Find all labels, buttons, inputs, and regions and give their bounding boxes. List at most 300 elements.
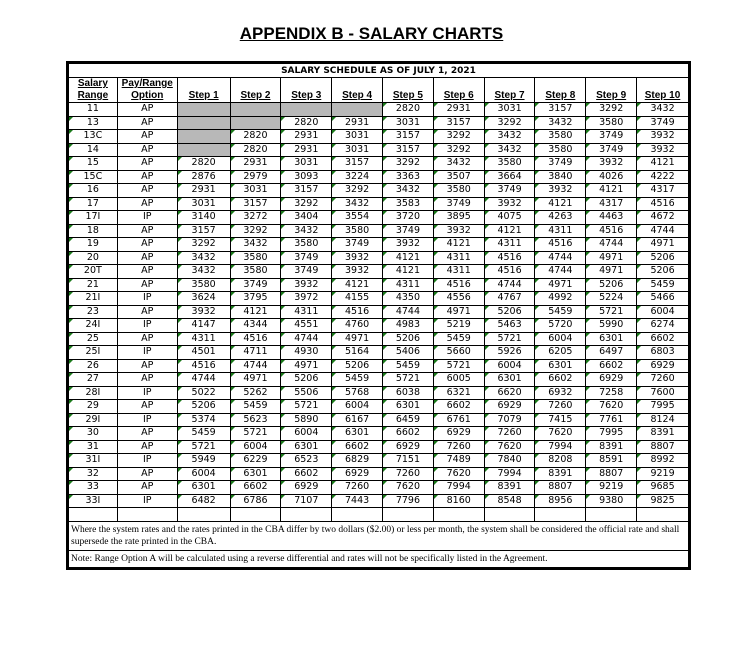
- step-4-cell: 3031: [332, 143, 383, 157]
- step-3-cell: 2931: [281, 130, 332, 144]
- step-4-cell: 3031: [332, 130, 383, 144]
- step-8-cell: 6602: [535, 373, 586, 387]
- step-6-cell: 4311: [433, 251, 484, 265]
- table-row: [69, 373, 689, 387]
- header-step-2: Step 2: [230, 78, 281, 103]
- step-6-cell: 3432: [433, 157, 484, 171]
- pay-range-option-cell: IP: [117, 454, 177, 468]
- step-5-cell: 3157: [383, 143, 434, 157]
- step-4-cell: 2931: [332, 116, 383, 130]
- step-6-cell: 3580: [433, 184, 484, 198]
- table-row: [69, 332, 689, 346]
- step-3-cell: 5206: [281, 373, 332, 387]
- step-8-cell: 3749: [535, 157, 586, 171]
- step-1-cell: 4501: [177, 346, 230, 360]
- header-pay-range-option: [117, 78, 177, 103]
- step-4-cell: 6004: [332, 400, 383, 414]
- step-4-cell: 4516: [332, 305, 383, 319]
- step-10-cell: 4317: [637, 184, 689, 198]
- step-5-cell: 5406: [383, 346, 434, 360]
- pay-range-option-cell: AP: [117, 359, 177, 373]
- step-4-cell: 3932: [332, 251, 383, 265]
- step-7-cell: 5463: [484, 319, 535, 333]
- pay-range-option-cell: AP: [117, 373, 177, 387]
- step-2-cell: 3795: [230, 292, 281, 306]
- salary-range-cell: 21: [69, 278, 118, 292]
- table-row: [69, 130, 689, 144]
- step-1-cell: 2876: [177, 170, 230, 184]
- table-row: [69, 251, 689, 265]
- empty-step-cell: [177, 116, 230, 130]
- salary-range-cell: 32: [69, 467, 118, 481]
- step-4-cell: 3432: [332, 197, 383, 211]
- step-6-cell: 7489: [433, 454, 484, 468]
- table-row: [69, 386, 689, 400]
- step-5-cell: 7151: [383, 454, 434, 468]
- step-2-cell: 6301: [230, 467, 281, 481]
- salary-range-cell: 26: [69, 359, 118, 373]
- step-3-cell: 4971: [281, 359, 332, 373]
- step-2-cell: 3432: [230, 238, 281, 252]
- step-4-cell: 4155: [332, 292, 383, 306]
- salary-range-cell: 19: [69, 238, 118, 252]
- step-5-cell: 3363: [383, 170, 434, 184]
- table-row: [69, 467, 689, 481]
- step-7-cell: 3580: [484, 157, 535, 171]
- salary-range-cell: 20: [69, 251, 118, 265]
- step-4-cell: 3224: [332, 170, 383, 184]
- step-6-cell: 3292: [433, 130, 484, 144]
- step-1-cell: 3292: [177, 238, 230, 252]
- step-4-cell: 3554: [332, 211, 383, 225]
- step-8-cell: 8956: [535, 494, 586, 508]
- step-2-cell: 3031: [230, 184, 281, 198]
- step-5-cell: 4121: [383, 251, 434, 265]
- step-6-cell: 4516: [433, 278, 484, 292]
- step-2-cell: 3292: [230, 224, 281, 238]
- salary-range-cell: 25: [69, 332, 118, 346]
- step-7-cell: 5721: [484, 332, 535, 346]
- step-8-cell: 6932: [535, 386, 586, 400]
- salary-schedule-sheet: [66, 61, 691, 570]
- table-row: [69, 143, 689, 157]
- step-2-cell: 5262: [230, 386, 281, 400]
- step-10-cell: 8391: [637, 427, 689, 441]
- pay-range-option-cell: AP: [117, 251, 177, 265]
- step-9-cell: 7258: [586, 386, 637, 400]
- step-8-cell: 4263: [535, 211, 586, 225]
- step-4-cell: 5206: [332, 359, 383, 373]
- step-7-cell: 3292: [484, 116, 535, 130]
- step-5-cell: 7620: [383, 481, 434, 495]
- step-4-cell: 7443: [332, 494, 383, 508]
- step-9-cell: 4121: [586, 184, 637, 198]
- step-6-cell: 4556: [433, 292, 484, 306]
- step-6-cell: 2931: [433, 103, 484, 117]
- step-3-cell: 4551: [281, 319, 332, 333]
- step-6-cell: 4311: [433, 265, 484, 279]
- step-5-cell: 5459: [383, 359, 434, 373]
- step-4-cell: 5459: [332, 373, 383, 387]
- step-7-cell: 4121: [484, 224, 535, 238]
- step-2-cell: 4744: [230, 359, 281, 373]
- step-2-cell: 4971: [230, 373, 281, 387]
- header-line: Pay/Range: [121, 78, 173, 89]
- step-6-cell: 7260: [433, 440, 484, 454]
- step-10-cell: 3432: [637, 103, 689, 117]
- step-2-cell: 3749: [230, 278, 281, 292]
- step-3-cell: 3093: [281, 170, 332, 184]
- header-line: Salary: [77, 78, 108, 89]
- step-2-cell: 6602: [230, 481, 281, 495]
- step-7-cell: 8548: [484, 494, 535, 508]
- step-1-cell: 3432: [177, 265, 230, 279]
- pay-range-option-cell: AP: [117, 481, 177, 495]
- step-7-cell: 3932: [484, 197, 535, 211]
- step-7-cell: 4516: [484, 251, 535, 265]
- table-row: [69, 359, 689, 373]
- empty-cell: [117, 508, 177, 522]
- step-10-cell: 3932: [637, 130, 689, 144]
- step-1-cell: 5949: [177, 454, 230, 468]
- step-10-cell: 8124: [637, 413, 689, 427]
- step-5-cell: 3031: [383, 116, 434, 130]
- step-9-cell: 7620: [586, 400, 637, 414]
- column-header-row: [69, 78, 689, 103]
- step-6-cell: 4121: [433, 238, 484, 252]
- step-1-cell: 3432: [177, 251, 230, 265]
- step-3-cell: 3580: [281, 238, 332, 252]
- step-3-cell: 3404: [281, 211, 332, 225]
- step-3-cell: 5890: [281, 413, 332, 427]
- pay-range-option-cell: AP: [117, 467, 177, 481]
- step-3-cell: 3157: [281, 184, 332, 198]
- step-4-cell: 6602: [332, 440, 383, 454]
- step-7-cell: 7994: [484, 467, 535, 481]
- step-5-cell: 3432: [383, 184, 434, 198]
- step-9-cell: 4317: [586, 197, 637, 211]
- step-7-cell: 3031: [484, 103, 535, 117]
- step-8-cell: 8807: [535, 481, 586, 495]
- step-2-cell: 2820: [230, 143, 281, 157]
- step-3-cell: 3432: [281, 224, 332, 238]
- salary-range-cell: 23: [69, 305, 118, 319]
- table-row: [69, 278, 689, 292]
- step-3-cell: 3932: [281, 278, 332, 292]
- pay-range-option-cell: AP: [117, 278, 177, 292]
- empty-cell: [535, 508, 586, 522]
- step-1-cell: 2931: [177, 184, 230, 198]
- table-row: [69, 494, 689, 508]
- step-10-cell: 9219: [637, 467, 689, 481]
- empty-cell: [383, 508, 434, 522]
- step-4-cell: 7260: [332, 481, 383, 495]
- empty-cell: [69, 508, 118, 522]
- step-9-cell: 4026: [586, 170, 637, 184]
- step-2-cell: 5459: [230, 400, 281, 414]
- step-4-cell: 3157: [332, 157, 383, 171]
- header-step-10: Step 10: [637, 78, 689, 103]
- step-4-cell: 6167: [332, 413, 383, 427]
- step-8-cell: 3580: [535, 143, 586, 157]
- step-3-cell: 7107: [281, 494, 332, 508]
- step-1-cell: 5022: [177, 386, 230, 400]
- header-step-8: Step 8: [535, 78, 586, 103]
- step-2-cell: 2820: [230, 130, 281, 144]
- step-7-cell: 7079: [484, 413, 535, 427]
- step-4-cell: 4971: [332, 332, 383, 346]
- salary-range-cell: 30: [69, 427, 118, 441]
- step-1-cell: 6004: [177, 467, 230, 481]
- empty-row: [69, 508, 689, 522]
- step-5-cell: 6602: [383, 427, 434, 441]
- pay-range-option-cell: AP: [117, 103, 177, 117]
- table-row: [69, 184, 689, 198]
- step-10-cell: 4516: [637, 197, 689, 211]
- step-5-cell: 7796: [383, 494, 434, 508]
- step-1-cell: 4744: [177, 373, 230, 387]
- pay-range-option-cell: IP: [117, 292, 177, 306]
- pay-range-option-cell: IP: [117, 413, 177, 427]
- step-7-cell: 4075: [484, 211, 535, 225]
- pay-range-option-cell: AP: [117, 305, 177, 319]
- step-7-cell: 7260: [484, 427, 535, 441]
- step-10-cell: 8807: [637, 440, 689, 454]
- pay-range-option-cell: AP: [117, 224, 177, 238]
- salary-range-cell: 25I: [69, 346, 118, 360]
- note-row: [69, 521, 689, 550]
- step-8-cell: 4744: [535, 265, 586, 279]
- step-3-cell: 4311: [281, 305, 332, 319]
- note-row: [69, 550, 689, 567]
- step-8-cell: 8208: [535, 454, 586, 468]
- pay-range-option-cell: IP: [117, 386, 177, 400]
- step-10-cell: 5459: [637, 278, 689, 292]
- salary-range-cell: 15C: [69, 170, 118, 184]
- step-9-cell: 3292: [586, 103, 637, 117]
- header-step-6: Step 6: [433, 78, 484, 103]
- step-8-cell: 3432: [535, 116, 586, 130]
- step-6-cell: 5660: [433, 346, 484, 360]
- step-3-cell: 2820: [281, 116, 332, 130]
- step-7-cell: 4311: [484, 238, 535, 252]
- table-row: [69, 427, 689, 441]
- step-3-cell: 4930: [281, 346, 332, 360]
- step-7-cell: 3432: [484, 130, 535, 144]
- step-3-cell: 6602: [281, 467, 332, 481]
- salary-range-cell: 21I: [69, 292, 118, 306]
- step-10-cell: 9685: [637, 481, 689, 495]
- pay-range-option-cell: AP: [117, 130, 177, 144]
- empty-cell: [637, 508, 689, 522]
- pay-range-option-cell: AP: [117, 440, 177, 454]
- step-10-cell: 4121: [637, 157, 689, 171]
- step-8-cell: 6301: [535, 359, 586, 373]
- step-7-cell: 8391: [484, 481, 535, 495]
- table-row: [69, 454, 689, 468]
- empty-step-cell: [177, 130, 230, 144]
- step-4-cell: 4760: [332, 319, 383, 333]
- step-6-cell: 7994: [433, 481, 484, 495]
- empty-step-cell: [177, 143, 230, 157]
- step-6-cell: 5459: [433, 332, 484, 346]
- step-5-cell: 3932: [383, 238, 434, 252]
- step-8-cell: 4121: [535, 197, 586, 211]
- step-2-cell: 4711: [230, 346, 281, 360]
- step-5-cell: 3749: [383, 224, 434, 238]
- step-10-cell: 4971: [637, 238, 689, 252]
- step-6-cell: 8160: [433, 494, 484, 508]
- step-3-cell: 2931: [281, 143, 332, 157]
- step-7-cell: 6929: [484, 400, 535, 414]
- salary-range-cell: 31I: [69, 454, 118, 468]
- step-3-cell: 4744: [281, 332, 332, 346]
- step-10-cell: 7260: [637, 373, 689, 387]
- step-9-cell: 5224: [586, 292, 637, 306]
- step-9-cell: 4971: [586, 251, 637, 265]
- pay-range-option-cell: AP: [117, 265, 177, 279]
- empty-step-cell: [230, 103, 281, 117]
- step-2-cell: 3580: [230, 251, 281, 265]
- step-3-cell: 3972: [281, 292, 332, 306]
- salary-range-cell: 17I: [69, 211, 118, 225]
- step-5-cell: 4121: [383, 265, 434, 279]
- step-1-cell: 4147: [177, 319, 230, 333]
- rate-discrepancy-note: Where the system rates and the rates printed in the CBA differ by two dollars ($2.00) or less per month, the system shall be considered the official rate and shall supersede the rate printed in the CBA.: [69, 521, 689, 550]
- step-3-cell: 6929: [281, 481, 332, 495]
- pay-range-option-cell: AP: [117, 184, 177, 198]
- empty-step-cell: [332, 103, 383, 117]
- pay-range-option-cell: AP: [117, 238, 177, 252]
- notes-section: [69, 521, 689, 567]
- step-8-cell: 4744: [535, 251, 586, 265]
- step-5-cell: 4744: [383, 305, 434, 319]
- step-9-cell: 7995: [586, 427, 637, 441]
- step-7-cell: 6301: [484, 373, 535, 387]
- step-9-cell: 4516: [586, 224, 637, 238]
- salary-range-cell: 13C: [69, 130, 118, 144]
- step-9-cell: 9219: [586, 481, 637, 495]
- step-4-cell: 6829: [332, 454, 383, 468]
- step-10-cell: 3749: [637, 116, 689, 130]
- header-salary-range: [69, 78, 118, 103]
- step-7-cell: 3749: [484, 184, 535, 198]
- step-2-cell: 2979: [230, 170, 281, 184]
- salary-range-cell: 27: [69, 373, 118, 387]
- step-9-cell: 8391: [586, 440, 637, 454]
- step-1-cell: 5374: [177, 413, 230, 427]
- step-6-cell: 3292: [433, 143, 484, 157]
- header-step-9: Step 9: [586, 78, 637, 103]
- salary-range-cell: 11: [69, 103, 118, 117]
- step-8-cell: 7994: [535, 440, 586, 454]
- step-9-cell: 8591: [586, 454, 637, 468]
- table-row: [69, 440, 689, 454]
- step-10-cell: 6803: [637, 346, 689, 360]
- header-line: Option: [131, 90, 164, 101]
- step-5-cell: 3157: [383, 130, 434, 144]
- empty-step-cell: [230, 116, 281, 130]
- step-5-cell: 5206: [383, 332, 434, 346]
- step-2-cell: 4121: [230, 305, 281, 319]
- step-6-cell: 3749: [433, 197, 484, 211]
- salary-range-cell: 14: [69, 143, 118, 157]
- step-10-cell: 4672: [637, 211, 689, 225]
- step-1-cell: 3624: [177, 292, 230, 306]
- empty-cell: [332, 508, 383, 522]
- salary-range-cell: 20T: [69, 265, 118, 279]
- step-8-cell: 4992: [535, 292, 586, 306]
- step-4-cell: 3292: [332, 184, 383, 198]
- step-6-cell: 6761: [433, 413, 484, 427]
- step-7-cell: 4744: [484, 278, 535, 292]
- step-4-cell: 6301: [332, 427, 383, 441]
- step-6-cell: 3895: [433, 211, 484, 225]
- step-6-cell: 5721: [433, 359, 484, 373]
- table-row: [69, 346, 689, 360]
- step-9-cell: 6497: [586, 346, 637, 360]
- pay-range-option-cell: AP: [117, 400, 177, 414]
- step-1-cell: 4516: [177, 359, 230, 373]
- step-4-cell: 6929: [332, 467, 383, 481]
- empty-cell: [433, 508, 484, 522]
- step-6-cell: 3157: [433, 116, 484, 130]
- step-8-cell: 6004: [535, 332, 586, 346]
- step-8-cell: 5459: [535, 305, 586, 319]
- step-8-cell: 8391: [535, 467, 586, 481]
- step-9-cell: 6929: [586, 373, 637, 387]
- table-row: [69, 265, 689, 279]
- header-step-7: Step 7: [484, 78, 535, 103]
- step-8-cell: 3840: [535, 170, 586, 184]
- table-row: [69, 292, 689, 306]
- step-9-cell: 5206: [586, 278, 637, 292]
- step-10-cell: 4744: [637, 224, 689, 238]
- step-8-cell: 4971: [535, 278, 586, 292]
- step-6-cell: 5219: [433, 319, 484, 333]
- table-row: [69, 319, 689, 333]
- step-6-cell: 7620: [433, 467, 484, 481]
- page-title: APPENDIX B - SALARY CHARTS: [239, 24, 504, 43]
- table-row: [69, 211, 689, 225]
- table-row: [69, 224, 689, 238]
- step-9-cell: 3932: [586, 157, 637, 171]
- step-8-cell: 3157: [535, 103, 586, 117]
- empty-step-cell: [177, 103, 230, 117]
- pay-range-option-cell: AP: [117, 332, 177, 346]
- table-row: [69, 116, 689, 130]
- step-7-cell: 7840: [484, 454, 535, 468]
- step-7-cell: 5206: [484, 305, 535, 319]
- step-8-cell: 7415: [535, 413, 586, 427]
- step-7-cell: 4767: [484, 292, 535, 306]
- empty-cell: [230, 508, 281, 522]
- step-10-cell: 3932: [637, 143, 689, 157]
- step-1-cell: 4311: [177, 332, 230, 346]
- step-1-cell: 3932: [177, 305, 230, 319]
- empty-cell: [281, 508, 332, 522]
- step-5-cell: 3720: [383, 211, 434, 225]
- step-6-cell: 6929: [433, 427, 484, 441]
- step-10-cell: 5206: [637, 251, 689, 265]
- header-step-1: Step 1: [177, 78, 230, 103]
- pay-range-option-cell: AP: [117, 170, 177, 184]
- salary-range-cell: 28I: [69, 386, 118, 400]
- table-row: [69, 481, 689, 495]
- step-9-cell: 4971: [586, 265, 637, 279]
- pay-range-option-cell: AP: [117, 143, 177, 157]
- empty-cell: [484, 508, 535, 522]
